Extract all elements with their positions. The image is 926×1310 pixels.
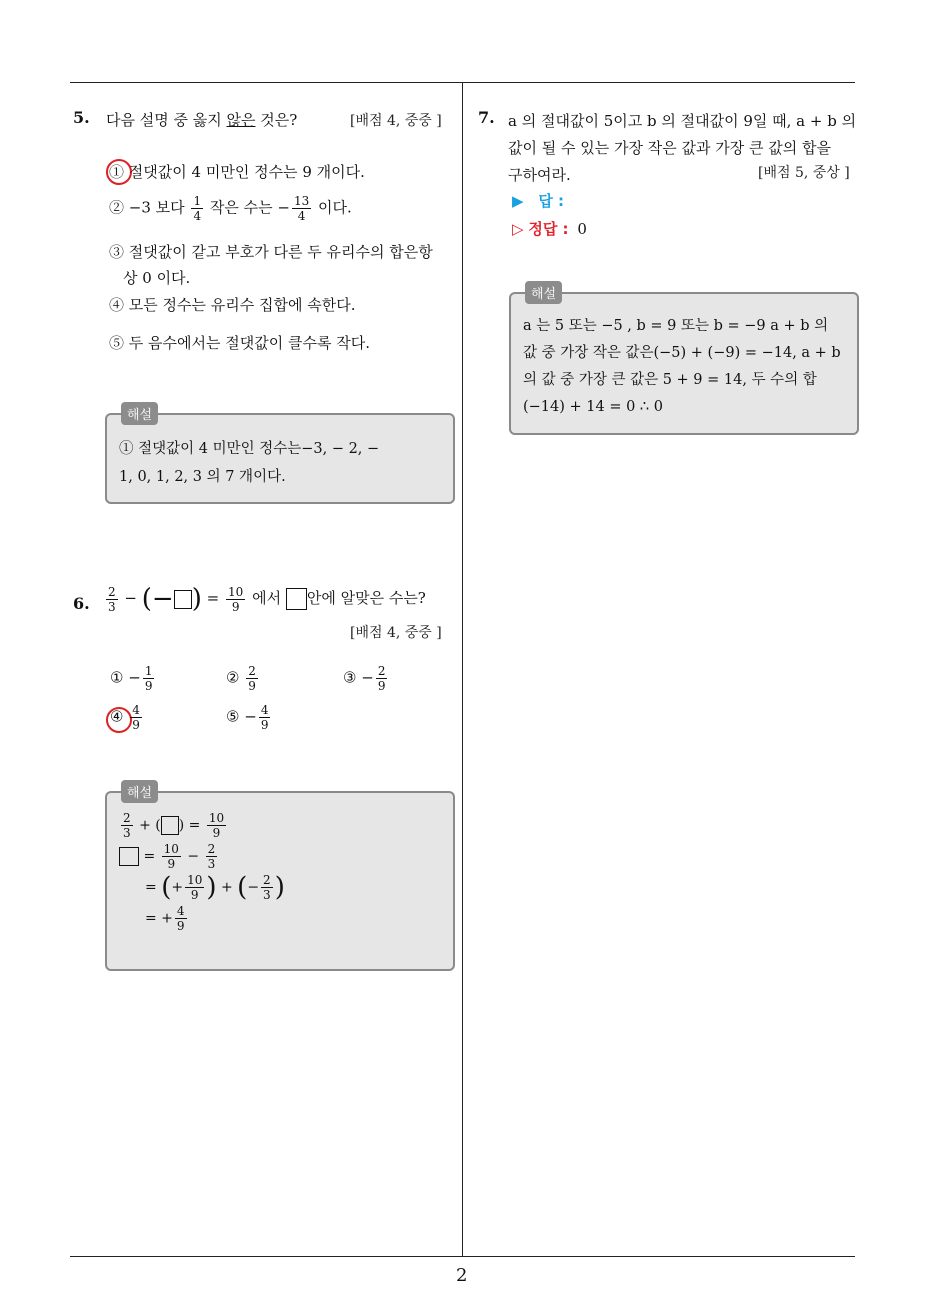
correct-value: 0 <box>577 220 587 238</box>
option-5[interactable]: ⑤ − $\frac{4}{9}$ <box>226 703 269 732</box>
option-1[interactable]: ① − $\frac{1}{9}$ <box>110 664 153 693</box>
option-1[interactable]: ① 절댓값이 4 미만인 정수는 9 개이다. <box>109 163 365 181</box>
explanation-box <box>509 292 859 435</box>
explanation-line: = + $\frac{4}{9}$ <box>145 904 185 933</box>
question-number: 5. <box>73 108 90 127</box>
bottom-rule <box>70 1256 855 1257</box>
option-2[interactable]: ② −3 보다 $\frac{1}{4}$ 작은 수는 − $\frac{13}{4}$ 이다. <box>109 194 352 223</box>
correct-answer-line <box>512 218 587 239</box>
correct-label: 정답 : <box>528 220 569 238</box>
explanation-box <box>105 791 455 971</box>
question-text: 다음 설명 중 옳지 않은 것은? <box>106 111 298 129</box>
explanation-text: 의 값 중 가장 큰 값은 5 + 9 = 14, 두 수의 합 <box>523 372 817 388</box>
play-arrow-icon: ▶ <box>512 192 524 210</box>
fraction: $\frac{4}{9}$ <box>132 703 140 732</box>
score-label: [배점 5, 중상 ] <box>758 165 850 181</box>
explanation-text: 1, 0, 1, 2, 3 의 7 개이다. <box>119 469 286 485</box>
option-4[interactable]: ④ $\frac{4}{9}$ <box>110 703 140 732</box>
explanation-line: = (+ $\frac{10}{9}$ ) + (− $\frac{2}{3}$ ) <box>145 872 285 903</box>
fraction: $\frac{1}{9}$ <box>144 664 153 693</box>
blank-box <box>286 588 307 610</box>
explanation-line: = $\frac{10}{9}$ − $\frac{2}{3}$ <box>119 842 285 871</box>
question-stem: $\frac{2}{3}$ − (− ) = $\frac{10}{9}$ 에서 안에 알맞은 수는? <box>108 584 426 614</box>
option-3[interactable]: ③ 절댓값이 같고 부호가 다른 두 유리수의 합은항 상 0 이다. <box>109 243 433 287</box>
fraction: $\frac{10}{9}$ <box>228 584 244 614</box>
option-5[interactable]: ⑤ 두 음수에서는 절댓값이 클수록 작다. <box>109 334 370 352</box>
underlined-word: 않은 <box>226 111 256 129</box>
outline-arrow-icon: ▷ <box>512 220 524 238</box>
fraction: $\frac{2}{3}$ <box>108 584 116 614</box>
option-4[interactable]: ④ 모든 정수는 유리수 집합에 속한다. <box>109 296 356 314</box>
answer-line <box>512 190 564 211</box>
fraction: $\frac{4}{9}$ <box>260 703 269 732</box>
fraction: $\frac{2}{9}$ <box>377 664 386 693</box>
explanation-text: 값 중 가장 작은 값은(−5) + (−9) = −14, a + b <box>523 345 841 361</box>
fraction: $\frac{2}{9}$ <box>248 664 256 693</box>
explanation-text: a 는 5 또는 −5 , b = 9 또는 b = −9 a + b 의 <box>523 318 829 334</box>
explanation-text: (−14) + 14 = 0 ∴ 0 <box>523 399 663 415</box>
option-3[interactable]: ③ − $\frac{2}{9}$ <box>343 664 386 693</box>
explanation-text: ① 절댓값이 4 미만인 정수는−3, − 2, − <box>119 441 380 457</box>
page-number: 2 <box>456 1265 468 1286</box>
explanation-line: $\frac{2}{3}$ + ( ) = $\frac{10}{9}$ <box>123 811 225 840</box>
blank-box <box>174 590 192 609</box>
question-text: a 의 절대값이 5이고 b 의 절대값이 9일 때, a + b 의 값이 될 수 있는 가장 작은 값과 가장 큰 값의 합을 구하여라. <box>508 112 857 184</box>
blank-box <box>161 816 179 835</box>
explanation-tag: 해설 <box>121 402 158 425</box>
question-number: 6. <box>73 594 90 613</box>
blank-box <box>119 847 139 866</box>
explanation-tag: 해설 <box>525 281 562 304</box>
score-label: [배점 4, 중중 ] <box>350 113 442 129</box>
question-number: 7. <box>478 108 495 127</box>
fraction: $\frac{1}{4}$ <box>193 194 202 223</box>
score-label: [배점 4, 중중 ] <box>350 625 442 641</box>
option-2[interactable]: ② $\frac{2}{9}$ <box>226 664 256 693</box>
explanation-tag: 해설 <box>121 780 158 803</box>
column-divider <box>462 82 463 1257</box>
answer-label: 답 : <box>538 192 565 210</box>
fraction: $\frac{13}{4}$ <box>293 194 310 223</box>
explanation-box <box>105 413 455 504</box>
